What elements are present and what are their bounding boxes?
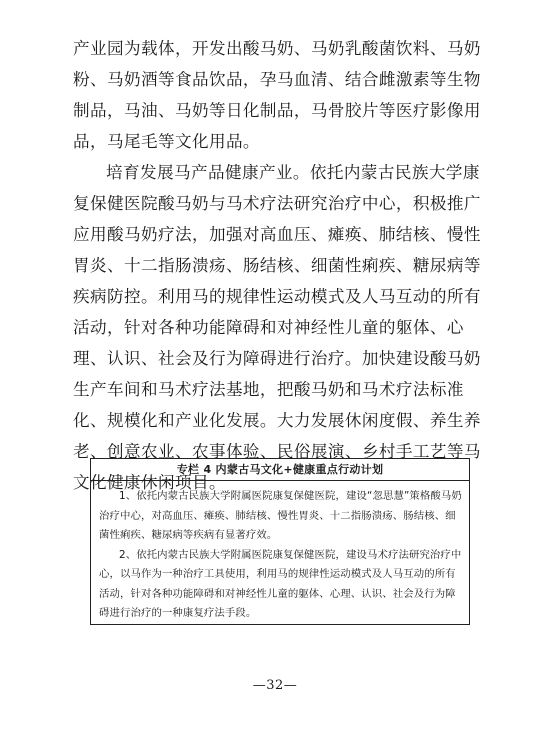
page-number: —32— (252, 678, 298, 693)
special-column-body (91, 481, 469, 624)
special-column-item-2: 2、依托内蒙古民族大学附属医院康复保健医院，建设马术疗法研究治疗中心，以马作为一种治疗工具使用，利用马的规律性运动模式及人马互动的所有活动，针对各种功能障碍和对神经性儿童的躯体、心理、认识、社会及行为障碍进行治疗的一种康复疗法手段。 (99, 548, 462, 619)
body-paragraph-health-industry: 培育发展马产品健康产业。依托内蒙古民族大学康复保健医院酸马奶与马术疗法研究治疗中心，积极推广应用酸马奶疗法，加强对高血压、瘫痪、肺结核、慢性胃炎、十二指肠溃疡、肠结核、细菌性痢疾、糖尿病等疾病防控。利用马的规律性运动模式及人马互动的所有活动，针对各种功能障碍和对神经性儿童的躯体、心理、认识、社会及行为障碍进行治疗。加快建设酸马奶生产车间和马术疗法基地，把酸马奶和马术疗法标准化、规模化和产业化发展。大力发展休闲度假、养生养老、创意农业、农事体验、民俗展演、乡村手工艺等马文化健康休闲项目。 (73, 163, 481, 492)
special-column-title: 专栏 4 内蒙古马文化+健康重点行动计划 (91, 459, 469, 481)
special-column-item-1: 1、依托内蒙古民族大学附属医院康复保健医院，建设“忽思慧”策格酸马奶治疗中心，对高血压、瘫痪、肺结核、慢性胃炎、十二指肠溃疡、肠结核、细菌性痢疾、糖尿病等疾病有显著疗效。 (99, 490, 462, 541)
special-column-box (90, 458, 470, 625)
body-paragraph-products: 产业园为载体，开发出酸马奶、马奶乳酸菌饮料、马奶粉、马奶酒等食品饮品，孕马血清、结合雌激素等生物制品，马油、马奶等日化制品，马骨胶片等医疗影像用品，马尾毛等文化用品。 (73, 39, 481, 151)
